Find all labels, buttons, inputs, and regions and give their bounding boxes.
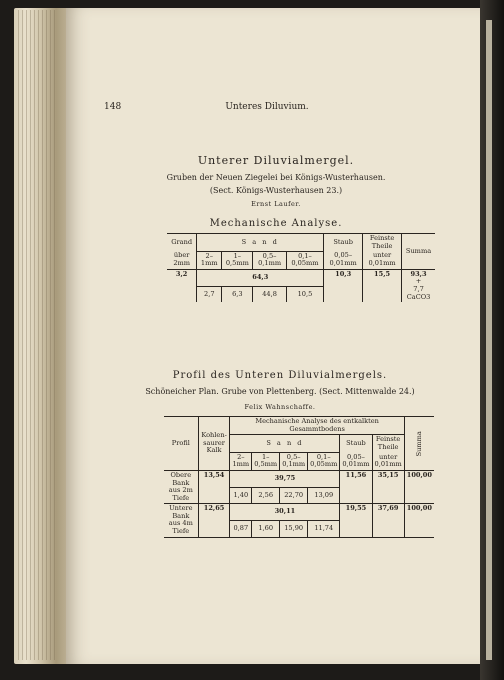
cell-staub: 11,56 bbox=[340, 470, 372, 503]
col-header-profil: Profil bbox=[164, 417, 198, 471]
col-header-feinste: Feinste Theile bbox=[363, 234, 402, 252]
col-header-1-05: 1– 0,5mm bbox=[252, 452, 280, 470]
next-page-strip bbox=[486, 20, 492, 660]
running-title: Unteres Diluvium. bbox=[225, 102, 309, 112]
analysis-table-2 bbox=[164, 416, 434, 538]
col-header-staub-range-2: 0,05– 0,01mm bbox=[340, 452, 372, 470]
col-header-grand: Grand bbox=[167, 234, 197, 252]
section-title: Unterer Diluvialmergel. bbox=[197, 154, 355, 167]
section-subtitle: Gruben der Neuen Ziegelei bei Königs-Wusterhausen. bbox=[166, 173, 386, 182]
cell-summa bbox=[402, 269, 435, 302]
col-header-1-05: 1– 0,5mm bbox=[222, 251, 253, 269]
cell-feinste: 35,15 bbox=[372, 470, 404, 503]
cell-sand-1-05: 1,60 bbox=[252, 520, 280, 537]
col-header-sand: S a n d bbox=[197, 234, 324, 252]
cell-sand-total: 39,75 bbox=[230, 470, 340, 487]
cell-kalk: 12,65 bbox=[198, 504, 230, 537]
cell-sand-01-005: 11,74 bbox=[308, 520, 340, 537]
cell-sand-2-1: 1,40 bbox=[230, 487, 252, 504]
summa-plus: + bbox=[415, 277, 422, 286]
cell-sand-01-005: 13,09 bbox=[308, 487, 340, 504]
cell-summa: 100,00 bbox=[406, 504, 432, 513]
summa-caco3: 7,7 CaCO3 bbox=[406, 284, 431, 301]
col-header-kalk: Kohlen- saurer Kalk bbox=[198, 417, 230, 471]
col-header-staub-2: Staub bbox=[340, 435, 372, 453]
cell-sand-05-01: 15,90 bbox=[280, 520, 308, 537]
col-header-staub: Staub bbox=[324, 234, 363, 252]
cell-summa: 100,00 bbox=[406, 470, 432, 479]
page-edge-lines bbox=[18, 10, 58, 660]
cell-sand-2-1: 2,7 bbox=[197, 286, 222, 302]
col-header-2-1: 2– 1mm bbox=[197, 251, 222, 269]
summa-label: Summa bbox=[414, 430, 423, 457]
col-header-01-005: 0,1– 0,05mm bbox=[286, 251, 323, 269]
cell-sand-2-1: 0,87 bbox=[230, 520, 252, 537]
col-header-mechanische: Mechanische Analyse des entkalkten Gesammtbodens bbox=[230, 417, 404, 435]
section-subtitle-2: Schöneicher Plan. Grube von Plettenberg. (Sect. Mittenwalde 24.) bbox=[145, 387, 415, 396]
section-author-2: Felix Wahnschaffe. bbox=[244, 403, 316, 411]
cell-grand: 3,2 bbox=[167, 269, 197, 302]
cell-sand-01-005: 10,5 bbox=[286, 286, 323, 302]
analysis-title: Mechanische Analyse. bbox=[209, 218, 343, 229]
col-header-05-01: 0,5– 0,1mm bbox=[280, 452, 308, 470]
cell-staub: 10,3 bbox=[324, 269, 363, 302]
section-author: Ernst Laufer. bbox=[251, 200, 301, 208]
section-title-2: Profil des Unteren Diluvialmergels. bbox=[172, 370, 388, 381]
col-header-feinste-range-2: unter 0,01mm bbox=[372, 452, 404, 470]
col-header-staub-range: 0,05– 0,01mm bbox=[324, 251, 363, 269]
cell-feinste: 37,69 bbox=[372, 504, 404, 537]
col-header-feinste-range: unter 0,01mm bbox=[363, 251, 402, 269]
cell-sand-1-05: 6,3 bbox=[222, 286, 253, 302]
col-header-summa bbox=[404, 417, 434, 471]
cell-sand-05-01: 44,8 bbox=[253, 286, 286, 302]
cell-sand-total: 30,11 bbox=[230, 504, 340, 521]
col-header-2-1: 2– 1mm bbox=[230, 452, 252, 470]
cell-staub: 19,55 bbox=[340, 504, 372, 537]
col-header-ueber: über 2mm bbox=[167, 251, 197, 269]
summa-value: 93,3 bbox=[410, 269, 427, 278]
cell-kalk: 13,54 bbox=[198, 470, 230, 503]
cell-sand-05-01: 22,70 bbox=[280, 487, 308, 504]
row-profil: Untere Bank aus 4m Tiefe bbox=[164, 504, 198, 537]
col-header-feinste-2: Feinste Theile bbox=[372, 435, 404, 453]
col-header-05-01: 0,5– 0,1mm bbox=[253, 251, 286, 269]
right-page-gutter bbox=[480, 0, 504, 680]
section-sheet: (Sect. Königs-Wusterhausen 23.) bbox=[209, 186, 343, 195]
cell-feinste: 15,5 bbox=[363, 269, 402, 302]
page-number: 148 bbox=[104, 102, 122, 112]
col-header-sand-2: S a n d bbox=[230, 435, 340, 453]
row-profil: Obere Bank aus 2m Tiefe bbox=[164, 470, 198, 503]
cell-sand-total: 64,3 bbox=[197, 269, 324, 286]
analysis-table-1 bbox=[167, 233, 435, 302]
col-header-summa: Summa bbox=[405, 246, 432, 255]
col-header-01-005: 0,1– 0,05mm bbox=[308, 452, 340, 470]
cell-sand-1-05: 2,56 bbox=[252, 487, 280, 504]
